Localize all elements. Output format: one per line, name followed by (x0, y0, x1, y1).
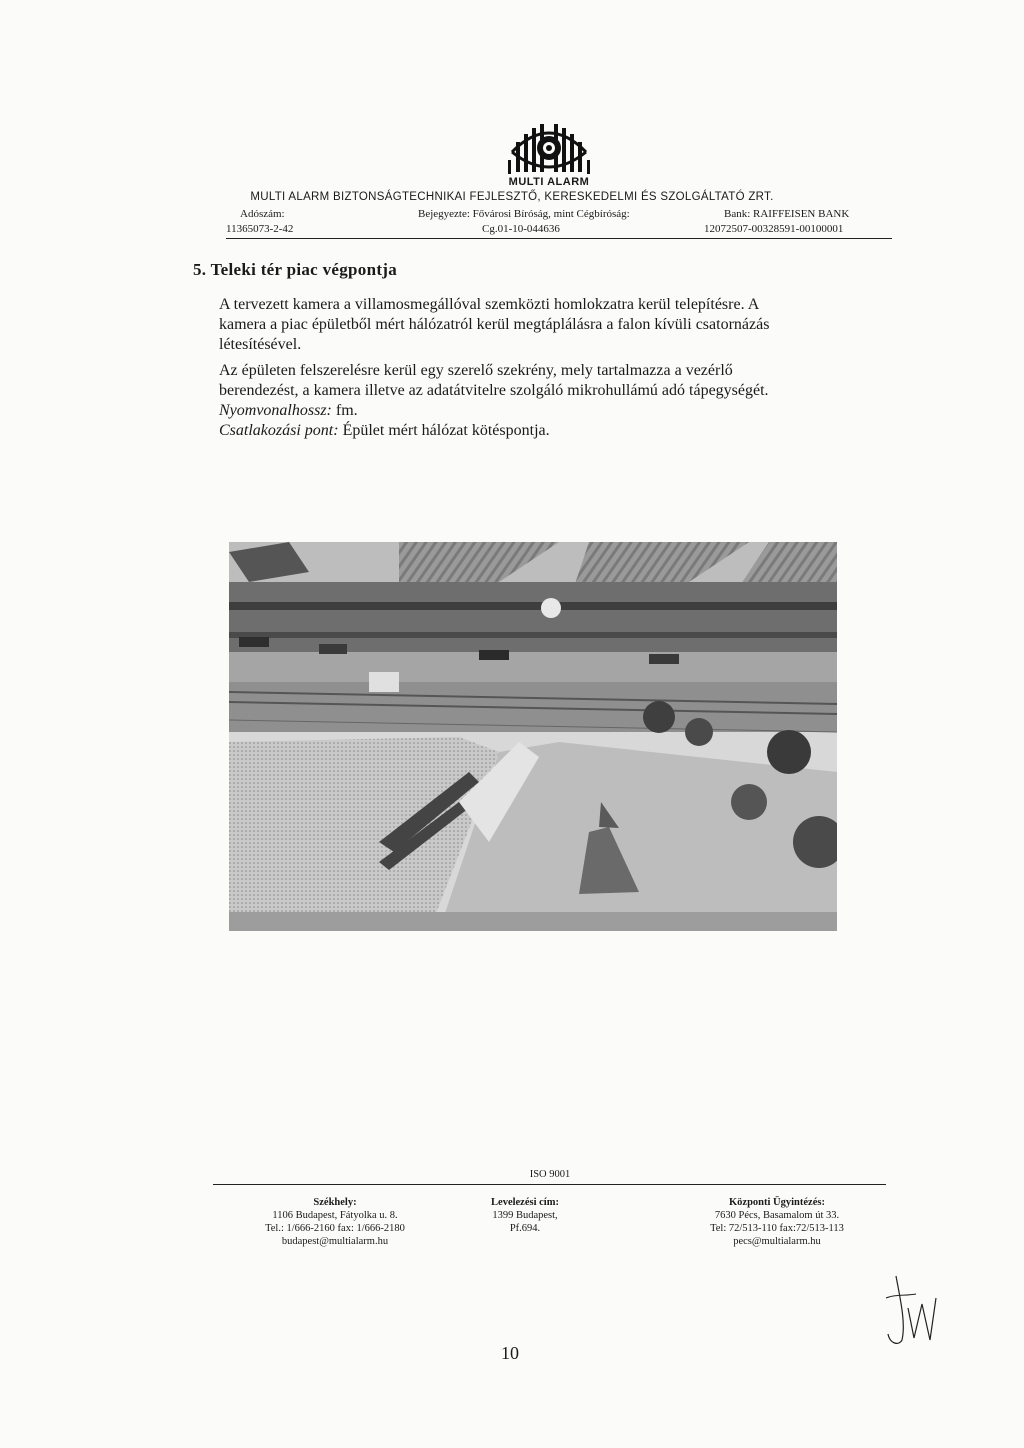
paragraph-1-line: kamera a piac épületből mért hálózatról kerül megtáplálásra a falon kívüli csatornázás (219, 316, 770, 333)
footer-headquarters (240, 1196, 430, 1248)
section-title: 5. Teleki tér piac végpontja (193, 260, 398, 279)
connection-point-value: Épület mért hálózat kötéspontja. (338, 422, 550, 439)
mail-title: Levelezési cím: (491, 1197, 559, 1208)
logo-text: MULTI ALARM (508, 176, 590, 188)
tax-label: Adószám: (240, 208, 285, 220)
bank-label: Bank: RAIFFEISEN BANK (724, 208, 850, 220)
company-name: MULTI ALARM BIZTONSÁGTECHNIKAI FEJLESZTŐ, KERESKEDELMI ÉS SZOLGÁLTATÓ ZRT. (250, 191, 774, 203)
footer-central-office (682, 1196, 872, 1248)
central-title: Központi Ügyintézés: (729, 1197, 825, 1208)
paragraph-2 (219, 361, 859, 441)
route-length (219, 401, 859, 421)
hq-line: Tel.: 1/666-2160 fax: 1/666-2180 (265, 1223, 405, 1234)
tax-number: 11365073-2-42 (226, 223, 294, 235)
registry-number: Cg.01-10-044636 (482, 223, 560, 235)
mail-line: Pf.694. (509, 1223, 541, 1234)
registry-label: Bejegyezte: Fővárosi Bíróság, mint Cégbíróság: (418, 208, 630, 220)
hq-title: Székhely: (313, 1197, 357, 1208)
connection-point (219, 421, 859, 441)
paragraph-1-line: A tervezett kamera a villamosmegállóval szemközti homlokzatra kerül telepítésre. A (219, 296, 760, 313)
header-divider (226, 238, 892, 239)
handwritten-signature (866, 1268, 952, 1348)
iso-certification: ISO 9001 (529, 1169, 571, 1180)
central-email: pecs@multialarm.hu (733, 1236, 821, 1247)
hq-email: budapest@multialarm.hu (281, 1236, 389, 1247)
route-length-value: fm. (331, 402, 358, 419)
paragraph-1-line: létesítésével. (219, 336, 302, 353)
aerial-photo (229, 542, 837, 931)
paragraph-1 (219, 295, 859, 355)
hq-line: 1106 Budapest, Fátyolka u. 8. (272, 1210, 398, 1221)
footer-divider (213, 1184, 886, 1185)
paragraph-2-line: Az épületen felszerelésre kerül egy szerelő szekrény, mely tartalmazza a vezérlő (219, 362, 733, 379)
central-line: Tel: 72/513-110 fax:72/513-113 (710, 1223, 844, 1234)
paragraph-2-line: berendezést, a kamera illetve az adatátvitelre szolgáló mikrohullámú adó tápegységét. (219, 382, 769, 399)
connection-point-label: Csatlakozási pont: (219, 422, 339, 439)
bank-account: 12072507-00328591-00100001 (704, 223, 844, 235)
mail-line: 1399 Budapest, (492, 1210, 558, 1221)
footer-mailing-address (450, 1196, 600, 1235)
page-number: 10 (501, 1343, 519, 1363)
central-line: 7630 Pécs, Basamalom út 33. (714, 1210, 840, 1221)
route-length-label: Nyomvonalhossz: (219, 402, 332, 419)
